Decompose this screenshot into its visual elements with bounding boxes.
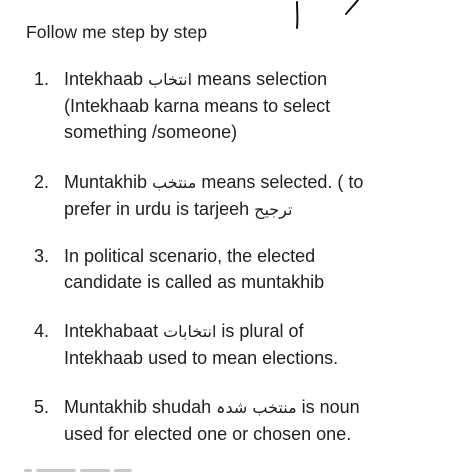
step-number: 5. [34,397,50,417]
cut-off-text-line [24,464,174,474]
step-text [64,66,464,145]
step-number: 4. [34,321,50,341]
step-text-segment: is plural of [216,321,304,341]
step-line: Intekhaab used to mean elections. [64,348,339,368]
step-text [64,243,464,295]
step-line: (Intekhaab karna means to select [64,96,331,116]
urdu-word: ترجیح [254,200,293,219]
step-line: used for elected one or chosen one. [64,424,352,444]
step-text-segment: Intekhaab [64,69,149,89]
handwritten-scribble [280,0,370,40]
step-text-segment: prefer in urdu is tarjeeh [64,199,255,219]
step-text-segment: means selection [192,69,328,89]
step-text [64,394,464,447]
step-line [64,169,464,196]
urdu-word: منتخب شدہ [216,398,297,417]
step-text-segment: is noun [296,397,360,417]
step-text-segment: Intekhabaat [64,321,164,341]
step-line: In political scenario, the elected [64,246,316,266]
urdu-word: انتخاب [148,70,193,89]
step-line: candidate is called as muntakhib [64,272,325,292]
step-text-segment: Muntakhib shudah [64,397,217,417]
step-text-segment: Muntakhib [64,172,153,192]
step-text-segment: means selected. ( to [196,172,364,192]
urdu-word: انتخابات [163,322,217,341]
step-text [64,318,464,371]
intro-heading: Follow me step by step [26,22,208,42]
urdu-word: منتخب [152,173,197,192]
step-number: 1. [34,69,50,89]
step-line [64,318,464,345]
step-line [64,394,464,421]
step-line: something /someone) [64,122,238,142]
step-text [64,169,464,223]
step-line [64,66,464,93]
step-number: 3. [34,246,50,266]
step-number: 2. [34,172,50,192]
step-line [64,196,464,223]
